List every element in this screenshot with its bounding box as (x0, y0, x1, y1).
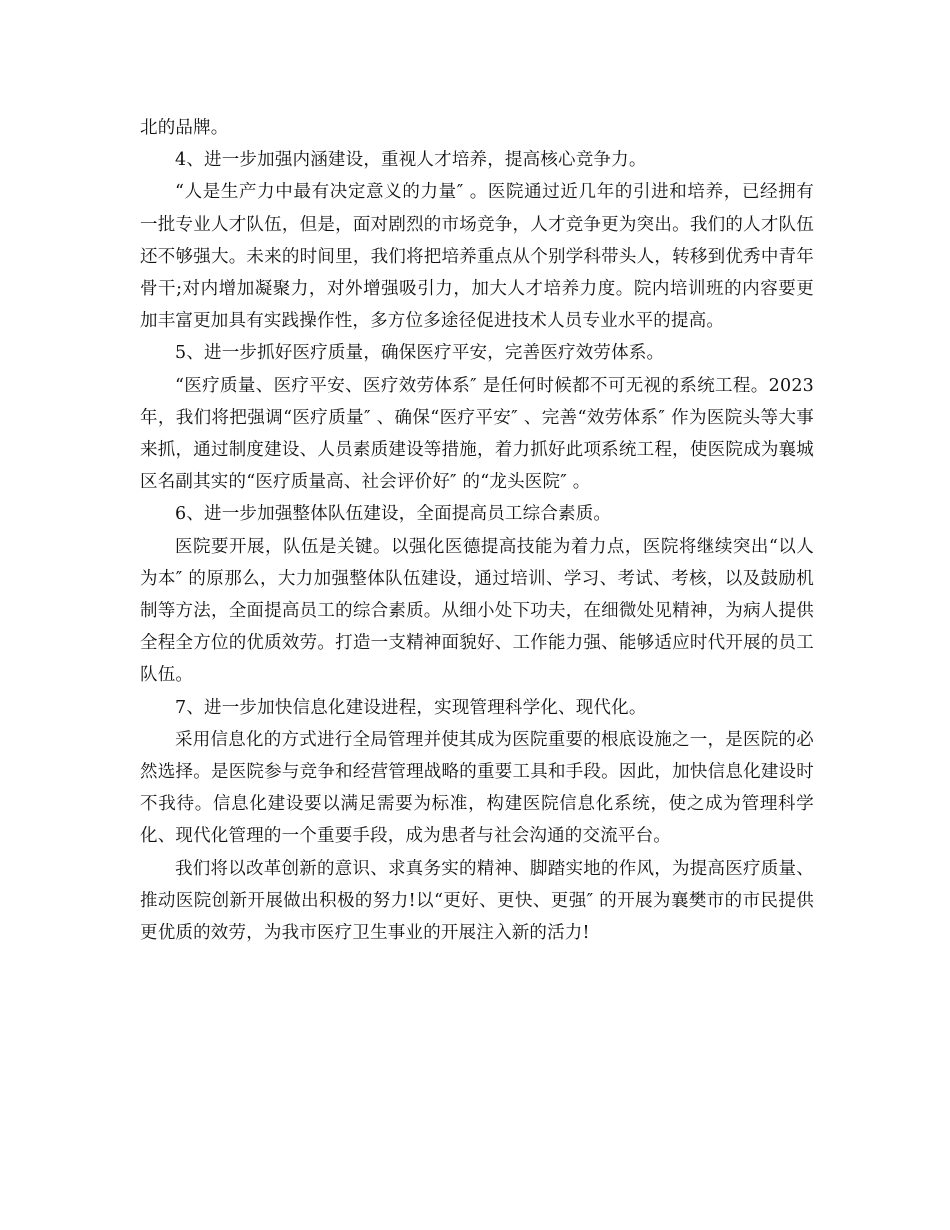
paragraph-continuation: 北的品牌。 (140, 118, 229, 138)
document-body (140, 112, 814, 949)
paragraph-talent: “人是生产力中最有决定意义的力量″ 。医院通过近几年的引进和培养，已经拥有一批专业人才队伍，但是，面对剧烈的市场竞争，人才竞争更为突出。我们的人才队伍还不够强大。未来的时间里，我们将把培养重点从个别学科带头人，转移到优秀中青年骨干;对内增加凝聚力，对外增强吸引力，加大人才培养力度。院内培训班的内容要更加丰富更加具有实践操作性，多方位多途径促进技术人员专业水平的提高。 (140, 182, 814, 332)
paragraph-informatization: 采用信息化的方式进行全局管理并使其成为医院重要的根底设施之一，是医院的必然选择。是医院参与竞争和经营管理战略的重要工具和手段。因此，加快信息化建设时不我待。信息化建设要以满足需要为标准，构建医院信息化系统，使之成为管理科学化、现代化管理的一个重要手段，成为患者与社会沟通的交流平台。 (140, 729, 814, 847)
section-heading-5: 5、进一步抓好医疗质量，确保医疗平安，完善医疗效劳体系。 (175, 343, 665, 364)
paragraph-team-building: 医院要开展，队伍是关键。以强化医德提高技能为着力点，医院将继续突出“以人为本″ 的原那么，大力加强整体队伍建设，通过培训、学习、考试、考核，以及鼓励机制等方法，全面提高员工的综合素质。从细小处下功夫，在细微处见精神，为病人提供全程全方位的优质效劳。打造一支精神面貌好、工作能力强、能够适应时代开展的员工队伍。 (140, 536, 814, 686)
paragraph-conclusion: 我们将以改革创新的意识、求真务实的精神、脚踏实地的作风，为提高医疗质量、推动医院创新开展做出积极的努力!以“更好、更快、更强″ 的开展为襄樊市的市民提供更优质的效劳，为我市医疗卫生事业的开展注入新的活力! (140, 858, 814, 944)
section-heading-4: 4、进一步加强内涵建设，重视人才培养，提高核心竞争力。 (175, 150, 647, 171)
section-heading-6: 6、进一步加强整体队伍建设，全面提高员工综合素质。 (175, 504, 612, 525)
paragraph-medical-quality: “医疗质量、医疗平安、医疗效劳体系″ 是任何时候都不可无视的系统工程。2023年，我们将把强调“医疗质量″ 、确保“医疗平安″ 、完善“效劳体系″ 作为医院头等大事来抓，通过制度建设、人员素质建设等措施，着力抓好此项系统工程，使医院成为襄城区名副其实的“医疗质量高、社会评价好″ 的“龙头医院″ 。 (140, 375, 814, 493)
section-heading-7: 7、进一步加快信息化建设进程，实现管理科学化、现代化。 (175, 697, 647, 718)
